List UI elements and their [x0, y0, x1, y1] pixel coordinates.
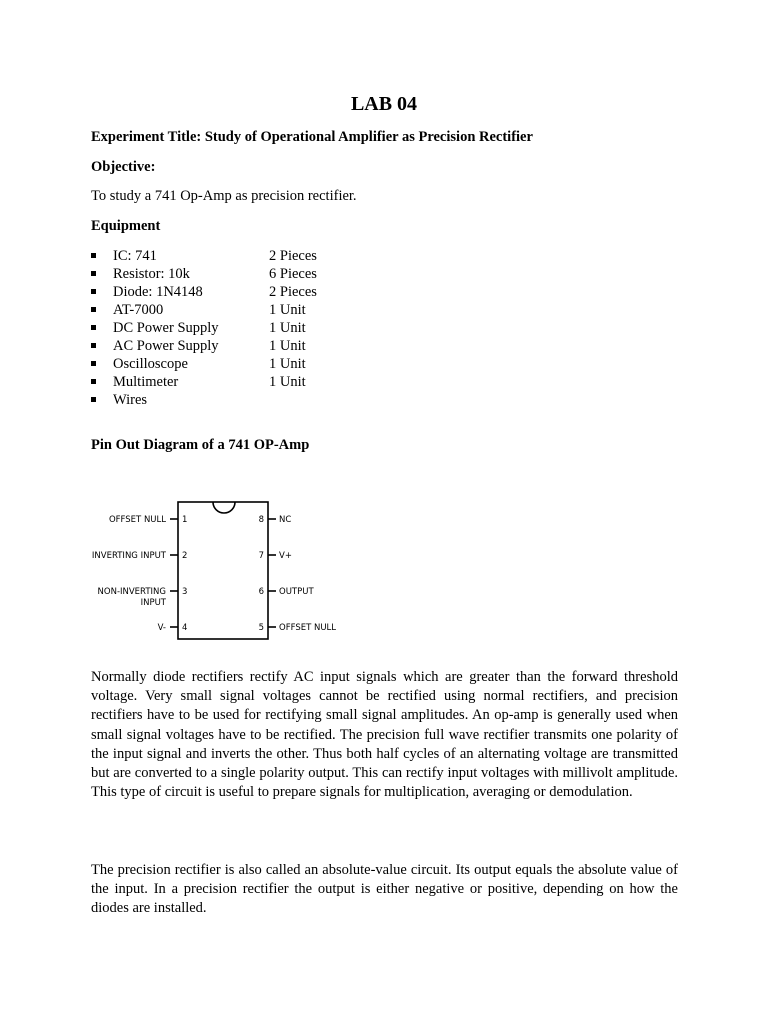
bullet-icon	[91, 361, 96, 366]
equipment-name: Resistor: 10k	[113, 266, 190, 282]
equipment-name: Wires	[113, 392, 148, 408]
equipment-name: Diode: 1N4148	[113, 284, 203, 300]
bullet-icon	[91, 379, 96, 384]
bullet-icon	[91, 343, 96, 348]
objective-text: To study a 741 Op-Amp as precision rectifier.	[91, 188, 357, 204]
equipment-name: AC Power Supply	[113, 338, 219, 354]
pinout-heading: Pin Out Diagram of a 741 OP-Amp	[91, 437, 310, 453]
equipment-list	[91, 247, 491, 409]
pin-1-label: OFFSET NULL	[108, 515, 166, 525]
equipment-qty: 6 Pieces	[269, 266, 317, 282]
equipment-name: AT-7000	[113, 302, 164, 318]
equipment-qty: 1 Unit	[269, 320, 306, 336]
pin-2-label: INVERTING INPUT	[91, 551, 166, 561]
equipment-name: DC Power Supply	[113, 320, 219, 336]
pin-3-label-line2: INPUT	[140, 598, 166, 608]
pin-8-number: 8	[258, 515, 264, 525]
ic-notch	[213, 502, 235, 513]
equipment-qty: 1 Unit	[269, 356, 306, 372]
pin-8-label: NC	[279, 515, 292, 525]
equipment-item	[91, 247, 491, 265]
equipment-qty: 1 Unit	[269, 374, 306, 390]
pin-2-number: 2	[182, 551, 188, 561]
experiment-title: Experiment Title: Study of Operational Amplifier as Precision Rectifier	[91, 129, 533, 145]
bullet-icon	[91, 397, 96, 402]
equipment-qty: 2 Pieces	[269, 284, 317, 300]
equipment-item	[91, 319, 491, 337]
equipment-name: Multimeter	[113, 374, 179, 390]
equipment-qty: 1 Unit	[269, 302, 306, 318]
pin-3-label: NON-INVERTING	[97, 587, 166, 597]
bullet-icon	[91, 253, 96, 258]
equipment-qty: 2 Pieces	[269, 248, 317, 264]
pin-4-number: 4	[182, 623, 188, 633]
equipment-item	[91, 301, 491, 319]
pin-1-number: 1	[182, 515, 188, 525]
equipment-qty: 1 Unit	[269, 338, 306, 354]
pin-6-number: 6	[258, 587, 264, 597]
bullet-icon	[91, 289, 96, 294]
equipment-item	[91, 355, 491, 373]
pin-3-number: 3	[182, 587, 188, 597]
pin-5-label: OFFSET NULL	[279, 623, 337, 633]
objective-heading: Objective:	[91, 159, 156, 175]
op-amp-pinout-diagram	[90, 495, 360, 645]
pin-7-label: V+	[279, 551, 292, 561]
pin-5-number: 5	[258, 623, 264, 633]
equipment-item	[91, 373, 491, 391]
lab-title: LAB 04	[350, 93, 418, 115]
equipment-heading: Equipment	[91, 218, 161, 234]
equipment-name: IC: 741	[113, 248, 157, 264]
equipment-item	[91, 265, 491, 283]
pin-4-label: V-	[157, 623, 166, 633]
equipment-item	[91, 283, 491, 301]
pin-7-number: 7	[258, 551, 264, 561]
ic-chip-body	[178, 502, 268, 639]
bullet-icon	[91, 307, 96, 312]
equipment-item	[91, 337, 491, 355]
equipment-name: Oscilloscope	[113, 356, 188, 372]
pin-6-label: OUTPUT	[279, 587, 314, 597]
bullet-icon	[91, 325, 96, 330]
bullet-icon	[91, 271, 96, 276]
paragraph-absolute-value: The precision rectifier is also called an absolute-value circuit. Its output equals the absolute value of the input. In a precision rectifier the output is either negative or positive, depending on how the diodes are installed.	[91, 862, 678, 917]
equipment-item	[91, 391, 491, 409]
paragraph-rectifier-intro: Normally diode rectifiers rectify AC input signals which are greater than the forward threshold voltage. Very small signal voltages cannot be rectified using normal rectifiers, and precision rectifiers have to be used for rectifying small signal amplitudes. An op-amp is generally used when small signal voltages have to be rectified. The precision full wave rectifier transmits one polarity of the input signal and inverts the other. Thus both half cycles of an alternating voltage are transmitted but are converted to a single polarity output. This can rectify input voltages with millivolt amplitude. This type of circuit is useful to prepare signals for multiplication, averaging or demodulation.	[91, 669, 678, 801]
